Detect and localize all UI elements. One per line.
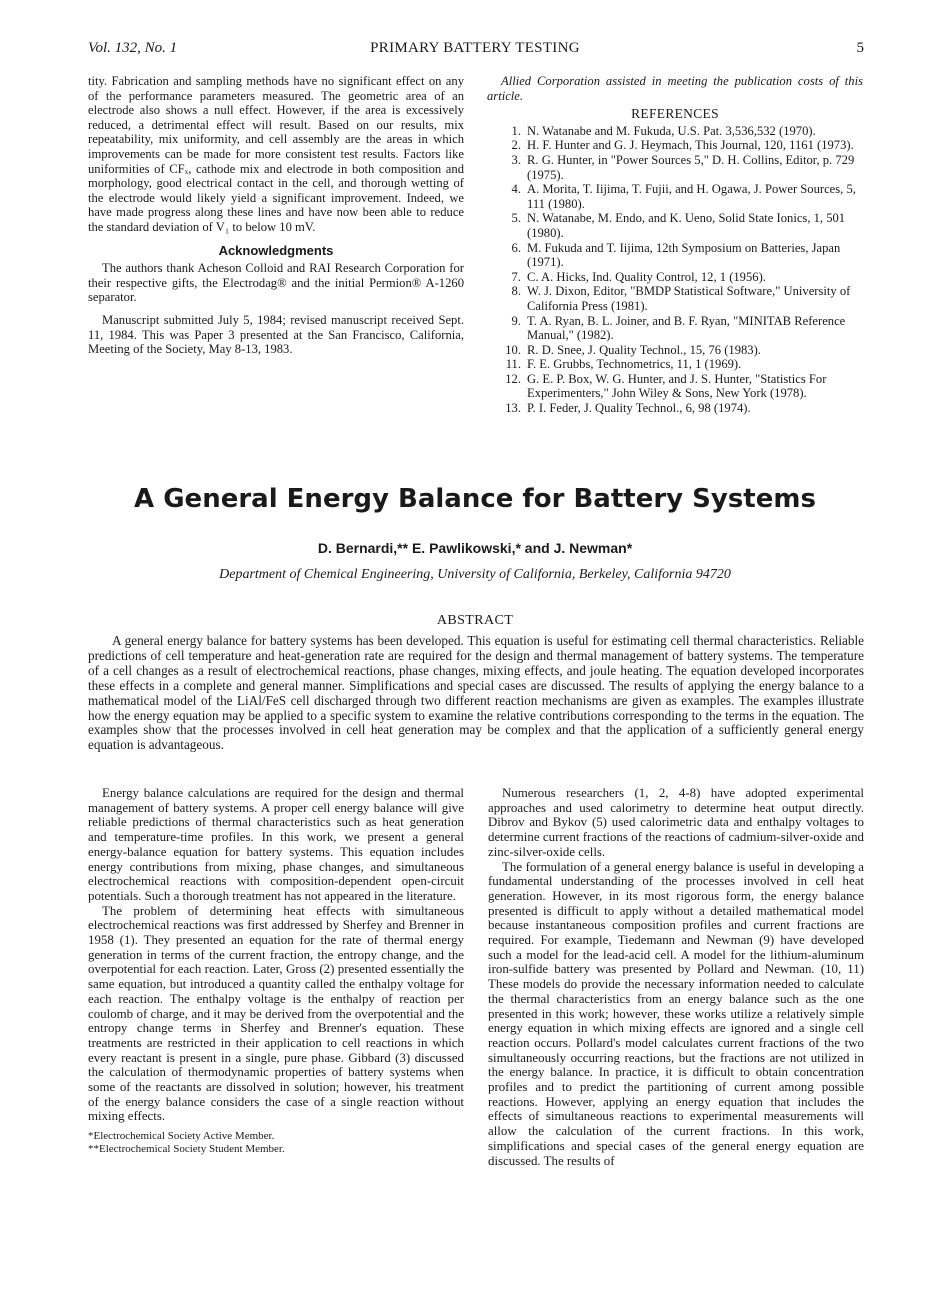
reference-text: F. E. Grubbs, Technometrics, 11, 1 (1969).: [527, 357, 742, 372]
reference-item: [487, 153, 863, 182]
running-header-title: PRIMARY BATTERY TESTING: [370, 40, 580, 56]
abstract-text: A general energy balance for battery systems has been developed. This equation is useful for estimating cell thermal characteristics. Reliable predictions of cell temperature and heat-generation rate are required for the design and thermal management of battery systems. The temperature of a cell changes as a result of electrochemical reactions, phase changes, mixing effects, and joule heating. The equation developed incorporates these effects in a complete and general manner. Simplifications and special cases are discussed. The results of applying the energy balance to a mathematical model of the LiAl/FeS cell discharged through two different reaction mechanisms are given as examples. The examples illustrate how the energy equation may be applied to a specific system to examine the relative contributions corresponding to the terms in the equation. The examples show that the processes involved in cell heat generation may be complex and that the application of a sufficiently general energy equation is advantageous.: [88, 633, 864, 753]
reference-number: 1.: [511, 123, 521, 138]
footnotes: [88, 1130, 464, 1155]
article-affiliation: Department of Chemical Engineering, University of California, Berkeley, California 94720: [219, 567, 731, 582]
publication-note: Allied Corporation assisted in meeting the publication costs of this article.: [487, 74, 863, 103]
previous-article-conclusion: tity. Fabrication and sampling methods have no significant effect on any of the performance parameters measured. The geometric area of an electrode also shows a null effect. However, if the area is excessively reduced, a detrimental effect will result. Based on our results, mix repeatability, mix uniformity, and cell assembly are the areas in which improvements can be made for more consistent test results. Factors like uniformities of CFₓ, cathode mix and electrode in both composition and morphology, good electrical contact in the cell, and thorough wetting of the electrode would likely yield a significant improvement. Indeed, we have made progress along these lines and have now been able to reduce the standard deviation of V₁ to below 10 mV.: [88, 74, 464, 234]
reference-item: [487, 138, 863, 153]
reference-text: H. F. Hunter and G. J. Heymach, This Journal, 120, 1161 (1973).: [527, 138, 854, 153]
reference-item: [487, 182, 863, 211]
footnote: *Electrochemical Society Active Member.: [88, 1130, 275, 1143]
reference-item: [487, 357, 863, 372]
reference-number: 11.: [505, 357, 521, 372]
reference-number: 5.: [511, 211, 521, 226]
body-paragraph: The problem of determining heat effects with simultaneous electrochemical reactions was first addressed by Sherfey and Brenner in 1958 (1). They presented an equation for the rate of thermal energy generation in terms of the current fraction, the entropy change, and the overpotential for each reaction. Later, Gross (2) presented essentially the same equation, but introduced a quantity called the enthalpy voltage for each reaction. The enthalpy voltage is the enthalpy of reaction per coulomb of charge, and it may be derived from the overpotential and the entropy change terms in Sherfey and Brenner's equation. These treatments are restricted in their application to cell reactions in which every reactant is present in a single, pure phase. Gibbard (3) discussed the calculation of thermodynamic properties of battery systems when some of the reactants are dissolved in solution; however, his treatment of the energy balance considers the case of a single reaction without mixing effects.: [88, 903, 464, 1124]
manuscript-note: Manuscript submitted July 5, 1984; revised manuscript received Sept. 11, 1984. This was Paper 3 presented at the San Francisco, California, Meeting of the Society, May 8-13, 1983.: [88, 312, 464, 357]
reference-item: [487, 314, 863, 343]
body-paragraph: Energy balance calculations are required for the design and thermal management of battery systems. A proper cell energy balance will give reliable predictions of thermal characteristics such as heat generation and temperature-time profiles. In this work, we present a general energy-balance equation for battery systems. This equation includes energy contributions from mixing, phase changes, and simultaneous electrochemical reactions with composition-dependent open-circuit potentials. Such a thorough treatment has not appeared in the literature.: [88, 786, 464, 903]
reference-number: 12.: [505, 371, 521, 386]
reference-text: C. A. Hicks, Ind. Quality Control, 12, 1 (1956).: [527, 269, 766, 284]
body-paragraph: Numerous researchers (1, 2, 4-8) have adopted experimental approaches and used calorimetry to determine heat output directly. Dibrov and Bykov (5) used calorimetric data and enthalpy voltages to determine current fractions of the reactions of cadmium-silver-oxide and zinc-silver-oxide cells.: [488, 786, 864, 859]
references-heading: REFERENCES: [631, 106, 719, 122]
reference-number: 13.: [505, 401, 521, 416]
body-left-column: [88, 786, 464, 1155]
reference-item: [487, 211, 863, 240]
reference-text: R. D. Snee, J. Quality Technol., 15, 76 (1983).: [527, 342, 761, 357]
previous-article-left-column: [88, 74, 464, 357]
reference-text: A. Morita, T. Iijima, T. Fujii, and H. Ogawa, J. Power Sources, 5, 111 (1980).: [527, 182, 856, 211]
reference-number: 3.: [511, 152, 521, 167]
reference-number: 9.: [511, 313, 521, 328]
article-title: A General Energy Balance for Battery Systems: [134, 484, 816, 514]
reference-number: 4.: [511, 182, 521, 197]
article-authors: D. Bernardi,** E. Pawlikowski,* and J. Newman*: [317, 540, 633, 556]
reference-text: M. Fukuda and T. Iijima, 12th Symposium on Batteries, Japan (1971).: [527, 240, 841, 270]
previous-article-right-column: [487, 74, 863, 416]
reference-item: [487, 270, 863, 285]
reference-text: G. E. P. Box, W. G. Hunter, and J. S. Hunter, "Statistics For Experimenters," John Wiley & Sons, New York (1978).: [527, 371, 827, 401]
reference-number: 2.: [511, 138, 521, 153]
reference-text: N. Watanabe, M. Endo, and K. Ueno, Solid State Ionics, 1, 501 (1980).: [527, 211, 846, 240]
body-paragraph: The formulation of a general energy balance is useful in developing a fundamental understanding of the processes involved in cell heat generation. However, in its most rigorous form, the energy balance presented is difficult to apply without a detailed mathematical model because instantaneous composition profiles and current fractions are required. For example, Tiedemann and Newman (9) have developed such a model for the lead-acid cell. A model for the lithium-aluminum iron-sulfide battery was presented by Pollard and Newman. (10, 11) These models do provide the necessary information needed to calculate the thermal characteristics from an energy balance such as the one presented in this work; however, these works utilize a relatively simple energy equation in which mixing effects are ignored and a single cell reaction occurs. Pollard's model calculates current fractions of the two simultaneously occurring reactions, but the fractions are not utilized in the energy balance. In practice, it is difficult to obtain concentration profiles and to predict the partitioning of current among possible reactions. However, applying an energy equation that includes the effects of simultaneous reactions to experimental measurements will allow the calculation of the current fractions. In this work, simplifications and special cases of the general energy equation are discussed. The results of: [488, 859, 864, 1168]
reference-number: 6.: [511, 240, 521, 255]
reference-text: T. A. Ryan, B. L. Joiner, and B. F. Ryan, "MINITAB Reference Manual," (1982).: [527, 313, 846, 343]
reference-item: [487, 401, 863, 416]
reference-text: W. J. Dixon, Editor, "BMDP Statistical Software," University of California Press (1981).: [527, 284, 851, 313]
reference-item: [487, 124, 863, 139]
acknowledgments-heading: Acknowledgments: [218, 242, 334, 258]
acknowledgments-text: The authors thank Acheson Colloid and RAI Research Corporation for their respective gifts, the Electrodag® and the initial Permion® A-1260 separator.: [88, 261, 464, 305]
reference-text: R. G. Hunter, in "Power Sources 5," D. H. Collins, Editor, p. 729 (1975).: [527, 152, 855, 182]
page-number: 5: [856, 40, 864, 56]
reference-text: N. Watanabe and M. Fukuda, U.S. Pat. 3,536,532 (1970).: [527, 123, 816, 138]
reference-number: 7.: [511, 269, 521, 284]
running-header-volume: Vol. 132, No. 1: [88, 40, 178, 56]
reference-item: [487, 343, 863, 358]
reference-number: 8.: [511, 284, 521, 299]
reference-text: P. I. Feder, J. Quality Technol., 6, 98 (1974).: [527, 401, 751, 416]
abstract-heading: ABSTRACT: [436, 613, 514, 628]
reference-item: [487, 241, 863, 270]
footnote: **Electrochemical Society Student Member.: [88, 1142, 285, 1155]
reference-item: [487, 284, 863, 313]
body-right-column: [488, 786, 864, 1168]
reference-number: 10.: [505, 342, 521, 357]
references-list: [487, 124, 863, 416]
reference-item: [487, 372, 863, 401]
